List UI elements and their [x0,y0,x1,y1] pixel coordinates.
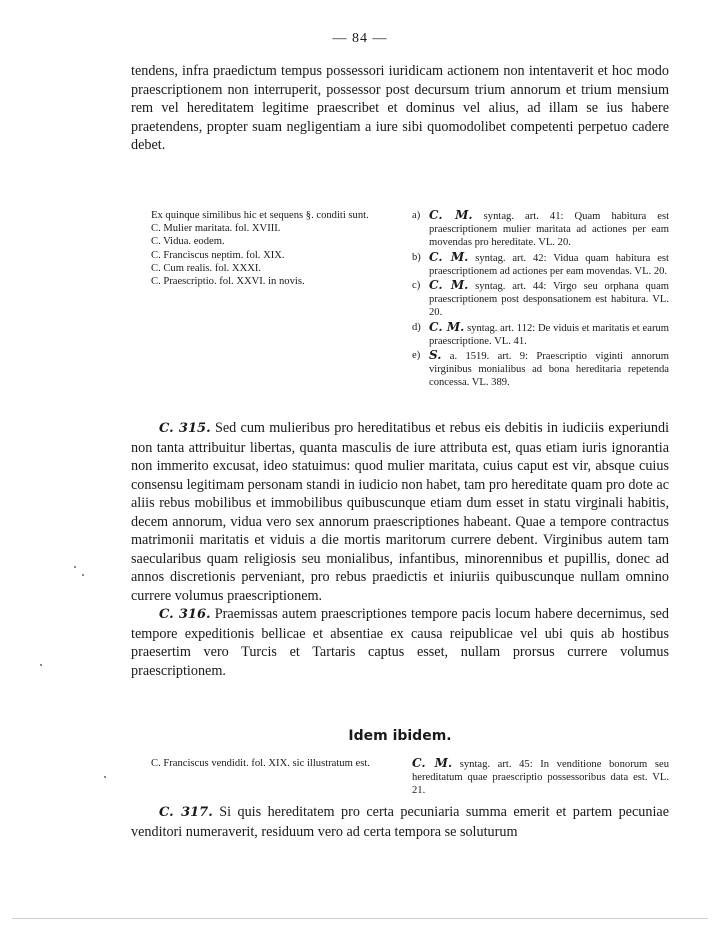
margin-speck [40,664,42,666]
footnote-label: b) [412,251,421,263]
footnote-c [412,279,669,320]
page-edge-line [12,918,708,919]
footnote-siglum: C. M. [412,756,453,770]
footnote-label: a) [412,210,421,221]
footnote-label: c) [412,280,421,292]
section-siglum: C. 316. [159,607,211,622]
footnote-e [412,349,669,390]
footnotes-left [131,209,387,288]
footnote-text: syntag. art. 41: Quam habitura est praescriptionem mulier maritata ad actiones per eam movendas pro hereditate. VL. 20. [429,211,670,249]
footnote-siglum: C. M. [429,208,473,222]
footnote-siglum: C. M. [429,319,465,334]
footnote-source: C. Franciscus neptim. fol. XIX. [151,249,285,261]
section-315 [131,419,669,680]
footnote-label: e) [412,350,421,362]
footnote-source: C. Praescriptio. fol. XXVI. in novis. [151,276,305,288]
top-paragraph-text: tendens, infra praedictum tempus possessori iuridicam actionem non intentaverit et hoc modo praescriptionem non interruperit, possessor post decursum trium annorum et trium mensium rem vel hereditatem legitime praescribet et dominus vel alius, ad illam se ius habere praetendens, propter suam negligentiam a iure sibi quomodolibet competenti perpetuo cadere debet. [131,63,669,153]
footnote-label: d) [412,321,421,333]
section-heading: Idem ibidem. [348,728,452,744]
footnote-source: C. Franciscus vendidit. fol. XIX. sic illustratum est. [151,758,370,769]
footnotes-right [412,209,669,391]
footnote-source: C. Vidua. eodem. [151,236,225,248]
margin-speck [82,574,84,576]
footnote-source: C. Cum realis. fol. XXXI. [151,262,262,274]
page-number: — 84 — [332,31,388,46]
footnote-source: C. Mulier maritata. fol. XVIII. [151,223,281,235]
footnote-text: syntag. art. 42: Vidua quam habitura est praescriptionem ad actiones per eam movendas. VL. 20. [429,252,669,277]
section-siglum: C. 317. [159,805,213,820]
footnote-d [412,321,669,348]
section-317 [131,803,669,841]
footnote-text: syntag. art. 44: Virgo seu orphana quam praescriptionem post desponsationem est habitura. VL. 20. [429,281,670,319]
section-text: Sed cum mulieribus pro hereditatibus et rebus eis debitis in iudiciis experiundi non tanta attribuitur libertas, quanta masculis de iure attributa est, quas etiam iuris ignorantia non immerito excusat, ideo statuimus: quod mulier maritata, cuius caput est vir, absque cuius consensu legitimam personam standi in iudicio non habet, tam pro hereditate quam pro dote ac aliis rebus mobilibus et immobilibus quibuscunque etiam dum esset in statu virginali habitis, decem annorum, vidua vero sex annorum praescriptiones habeant. Quae a tempore contractus matrimonii maritatis et viduis a die mortis maritorum currere debent. Virginibus autem tam saecularibus quam religiosis seu monialibus, infantibus, minorennibus et pupillis, donec ad annos discretionis perveniant, pro rebus praedictis et iniuriis quibuscunque nullam omnino currere volumus praescriptionem. [131,420,670,604]
footnote-right-2 [412,757,669,798]
margin-speck [104,776,106,778]
footnote-text: a. 1519. art. 9: Praescriptio viginti annorum virginibus monialibus ad bona hereditaria repetenda concessa. VL. 389. [429,351,669,389]
section-text: Si quis hereditatem pro certa pecuniaria summa emerit et partem pecuniae venditori numeraverit, residuum vero ad certa tempora se soluturum [131,804,669,840]
footnote-intro: Ex quinque similibus hic et sequens §. conditi sunt. [151,210,369,221]
footnote-b [412,251,669,278]
top-paragraph [131,62,669,155]
section-siglum: C. 315. [159,421,211,436]
footnote-siglum: S. [429,348,442,363]
margin-speck [74,566,76,568]
footnote-text: syntag. art. 112: De viduis et maritatis et earum praescriptione. VL. 41. [429,322,670,347]
footnote-siglum: C. M. [429,278,469,293]
footnote-text: syntag. art. 45: In venditione bonorum seu hereditatum quae praescriptio possessoribus data est. VL. 21. [412,759,670,797]
section-316 [131,605,669,680]
footnote-siglum: C. M. [429,249,469,264]
footnote-a [412,209,669,250]
section-text: Praemissas autem praescriptiones tempore pacis locum habere decernimus, sed tempore expeditionis bellicae et absentiae ex causa reipublicae vel ubi quis ab hostibus praesertim vero Turcis et Tartaris captus esset, nullam prorsus currere volumus praescriptionem. [131,606,669,679]
footnote-left-2 [131,757,387,770]
